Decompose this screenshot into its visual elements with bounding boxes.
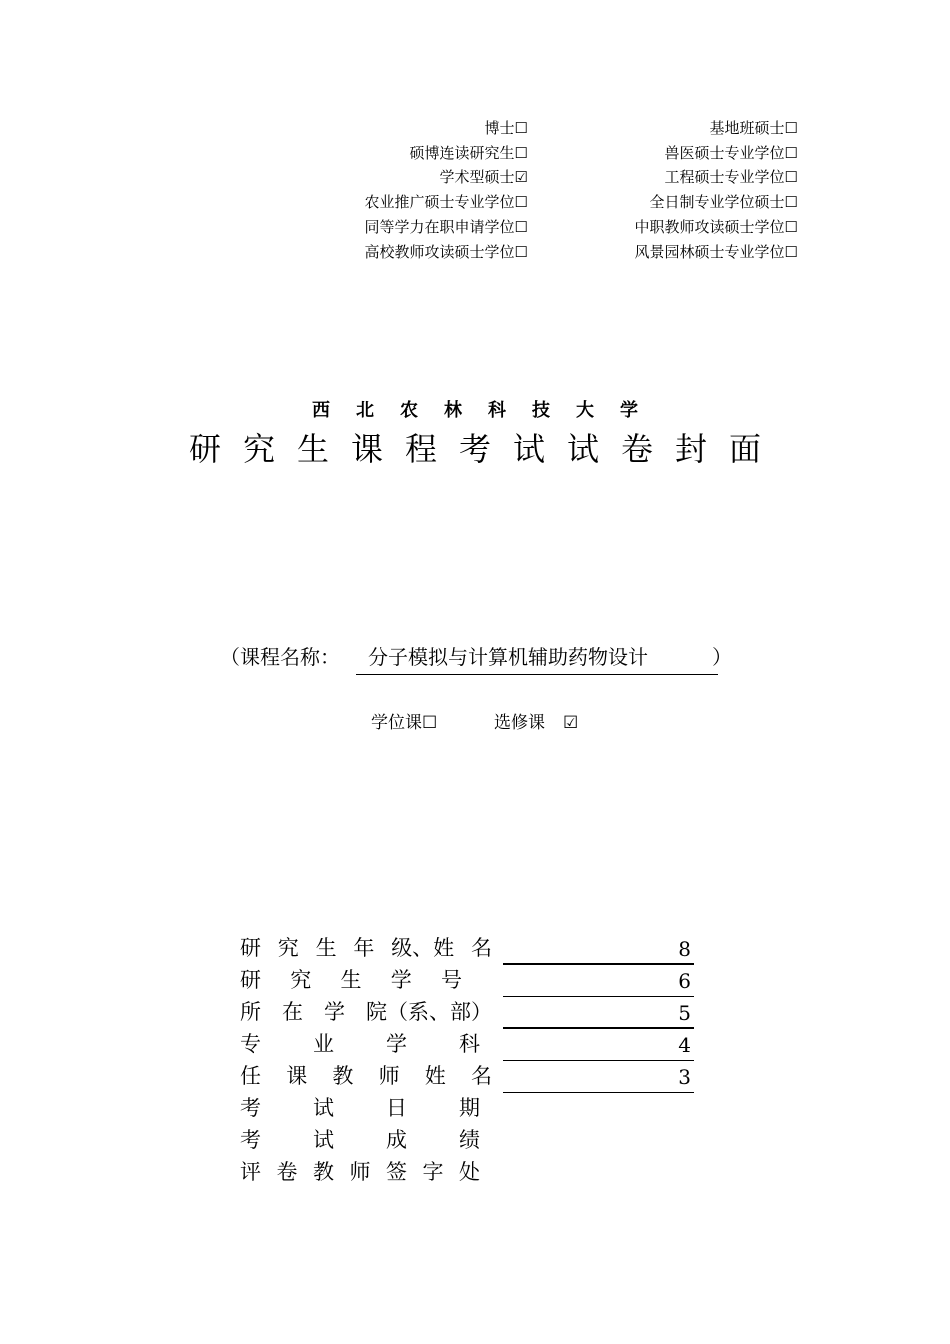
degree-option-base-class[interactable]: 基地班硕士☐ <box>709 119 798 137</box>
degree-option-fulltime-professional[interactable]: 全日制专业学位硕士☐ <box>649 193 798 211</box>
degree-option-academic-master[interactable]: 学术型硕士☑ <box>439 168 528 186</box>
info-value-teacher-name[interactable]: 3 <box>503 1062 694 1093</box>
degree-option-college-teacher[interactable]: 高校教师攻读硕士学位☐ <box>364 243 528 261</box>
degree-course-checkbox[interactable]: 学位课☐ <box>371 713 438 733</box>
info-label-grade-name: 研 究 生 年 级、姓 名 <box>240 936 492 960</box>
page-title: 研究生课程考试试卷封面 <box>188 430 783 468</box>
degree-option-engineering[interactable]: 工程硕士专业学位☐ <box>664 168 798 186</box>
info-label-exam-date: 考 试 日 期 <box>240 1096 480 1120</box>
info-value-grade-name[interactable]: 8 <box>503 934 694 965</box>
elective-course-label: 选修课 <box>494 713 545 733</box>
course-close-paren: ） <box>712 645 732 669</box>
degree-option-vocational-teacher[interactable]: 中职教师攻读硕士学位☐ <box>634 218 798 236</box>
degree-option-master-phd[interactable]: 硕博连读研究生☐ <box>409 144 528 162</box>
info-value-college[interactable]: 5 <box>503 998 694 1029</box>
course-name-field[interactable]: 分子模拟与计算机辅助药物设计 <box>356 642 718 675</box>
info-value-student-id[interactable]: 6 <box>503 966 694 997</box>
degree-option-phd[interactable]: 博士☐ <box>484 119 528 137</box>
degree-option-agri-extension[interactable]: 农业推广硕士专业学位☐ <box>364 193 528 211</box>
info-label-major: 专 业 学 科 <box>240 1032 480 1056</box>
info-label-grader-signature: 评 卷 教 师 签 字 处 <box>240 1160 480 1184</box>
course-line <box>220 642 732 676</box>
info-label-teacher-name: 任 课 教 师 姓 名 <box>240 1064 492 1088</box>
course-label: （课程名称： <box>220 645 340 669</box>
info-value-major[interactable]: 4 <box>503 1030 694 1061</box>
info-label-college: 所 在 学 院（系、部） <box>240 1000 492 1024</box>
degree-option-equivalent[interactable]: 同等学力在职申请学位☐ <box>364 218 528 236</box>
info-label-exam-score: 考 试 成 绩 <box>240 1128 480 1152</box>
elective-course-checkbox[interactable]: ☑ <box>563 713 579 733</box>
degree-option-veterinary[interactable]: 兽医硕士专业学位☐ <box>664 144 798 162</box>
info-label-student-id: 研 究 生 学 号 <box>240 968 462 992</box>
degree-option-landscape[interactable]: 风景园林硕士专业学位☐ <box>634 243 798 261</box>
university-name: 西北农林科技大学 <box>312 400 664 421</box>
